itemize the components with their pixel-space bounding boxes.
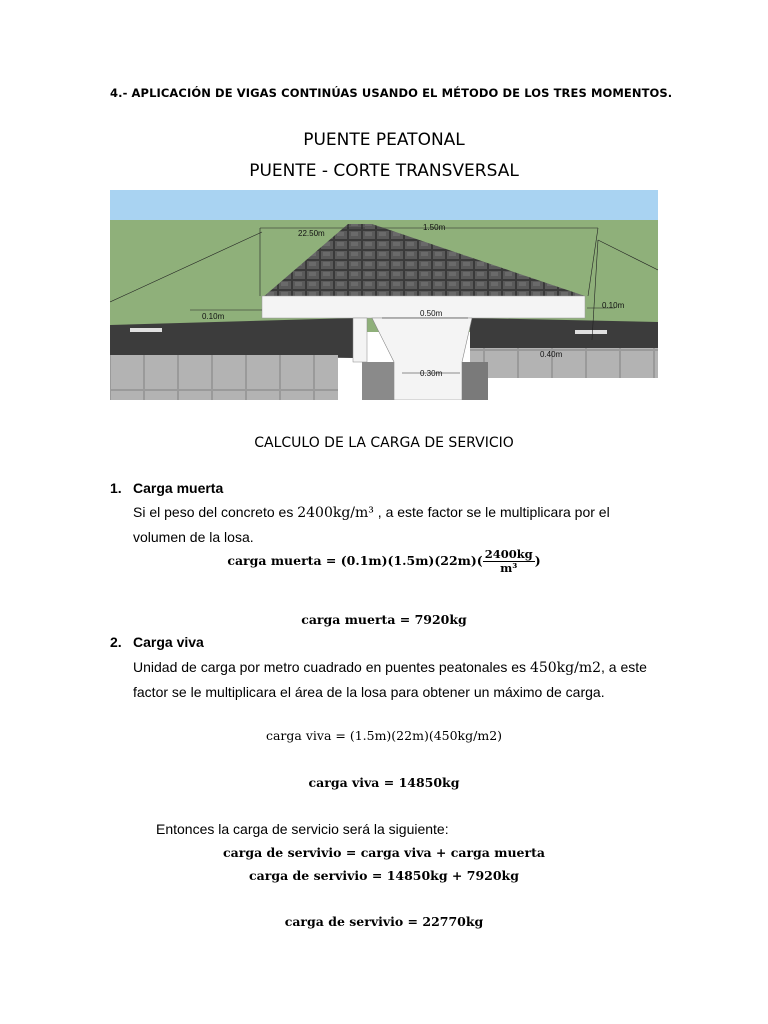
dim-width-label: 1.50m (423, 223, 446, 232)
list-number: 2. (110, 634, 122, 650)
conclusion-text: Entonces la carga de servicio será la siguiente: (156, 821, 449, 837)
list-item-carga-muerta (110, 480, 223, 496)
dim-slab-right-label: 0.10m (602, 301, 625, 310)
dim-beam-top-label: 0.50m (420, 309, 443, 318)
dim-depth-label: 0.40m (540, 350, 563, 359)
wall-left (110, 355, 338, 400)
subheading: CALCULO DE LA CARGA DE SERVICIO (254, 435, 514, 451)
section-heading: 4.- APLICACIÓN DE VIGAS CONTINÚAS USANDO EL MÉTODO DE LOS TRES MOMENTOS. (110, 86, 673, 100)
result-carga-servicio: carga de servivio = 22770kg (284, 914, 484, 929)
equation-text: carga de servivio = carga viva + carga muerta (223, 845, 545, 860)
equation-close: ) (534, 553, 541, 568)
equation-servicio-2: carga de servivio = 14850kg + 7920kg (249, 868, 519, 883)
dim-beam-bottom-label: 0.30m (420, 369, 443, 378)
paragraph-text: Si el peso del concreto es (133, 504, 298, 520)
list-number: 1. (110, 480, 122, 496)
equation-carga-muerta (0, 548, 768, 575)
equation-carga-viva: carga viva = (1.5m)(22m)(450kg/m2) (265, 728, 503, 743)
equation-fraction (483, 548, 535, 575)
paragraph-text: Unidad de carga por metro cuadrado en puentes peatonales es (133, 659, 530, 675)
wall-right (470, 348, 658, 378)
fraction-numerator: 2400kg (484, 547, 533, 561)
list-title: Carga muerta (133, 480, 224, 496)
fraction-denominator: m³ (500, 561, 518, 575)
bridge-cross-section-figure (110, 190, 658, 400)
paragraph-value: 450kg/m2 (529, 660, 602, 676)
paragraph-text-cont: , a este factor se le multiplicara por el volumen de la losa. (133, 504, 610, 545)
dim-slab-left-label: 0.10m (202, 312, 225, 321)
paragraph-carga-muerta (133, 500, 663, 549)
equation-lhs: carga muerta = (0.1m)(1.5m)(22m)( (227, 553, 483, 568)
road-left (110, 318, 355, 358)
paragraph-carga-viva (133, 655, 663, 704)
dim-length-label: 22.50m (298, 229, 325, 238)
result-carga-viva: carga viva = 14850kg (308, 775, 460, 790)
equation-servicio-1 (0, 845, 768, 860)
sky (110, 190, 658, 220)
paragraph-value: 2400kg/m³ (297, 505, 374, 521)
result-carga-muerta: carga muerta = 7920kg (301, 612, 467, 627)
list-title: Carga viva (133, 634, 204, 650)
paragraph-text-cont: , a este factor se le multiplicara el área de la losa para obtener un máximo de carga. (133, 659, 647, 700)
list-item-carga-viva (110, 634, 204, 650)
title-corte-transversal: PUENTE - CORTE TRANSVERSAL (249, 161, 519, 181)
title-puente-peatonal: PUENTE PEATONAL (303, 130, 465, 150)
